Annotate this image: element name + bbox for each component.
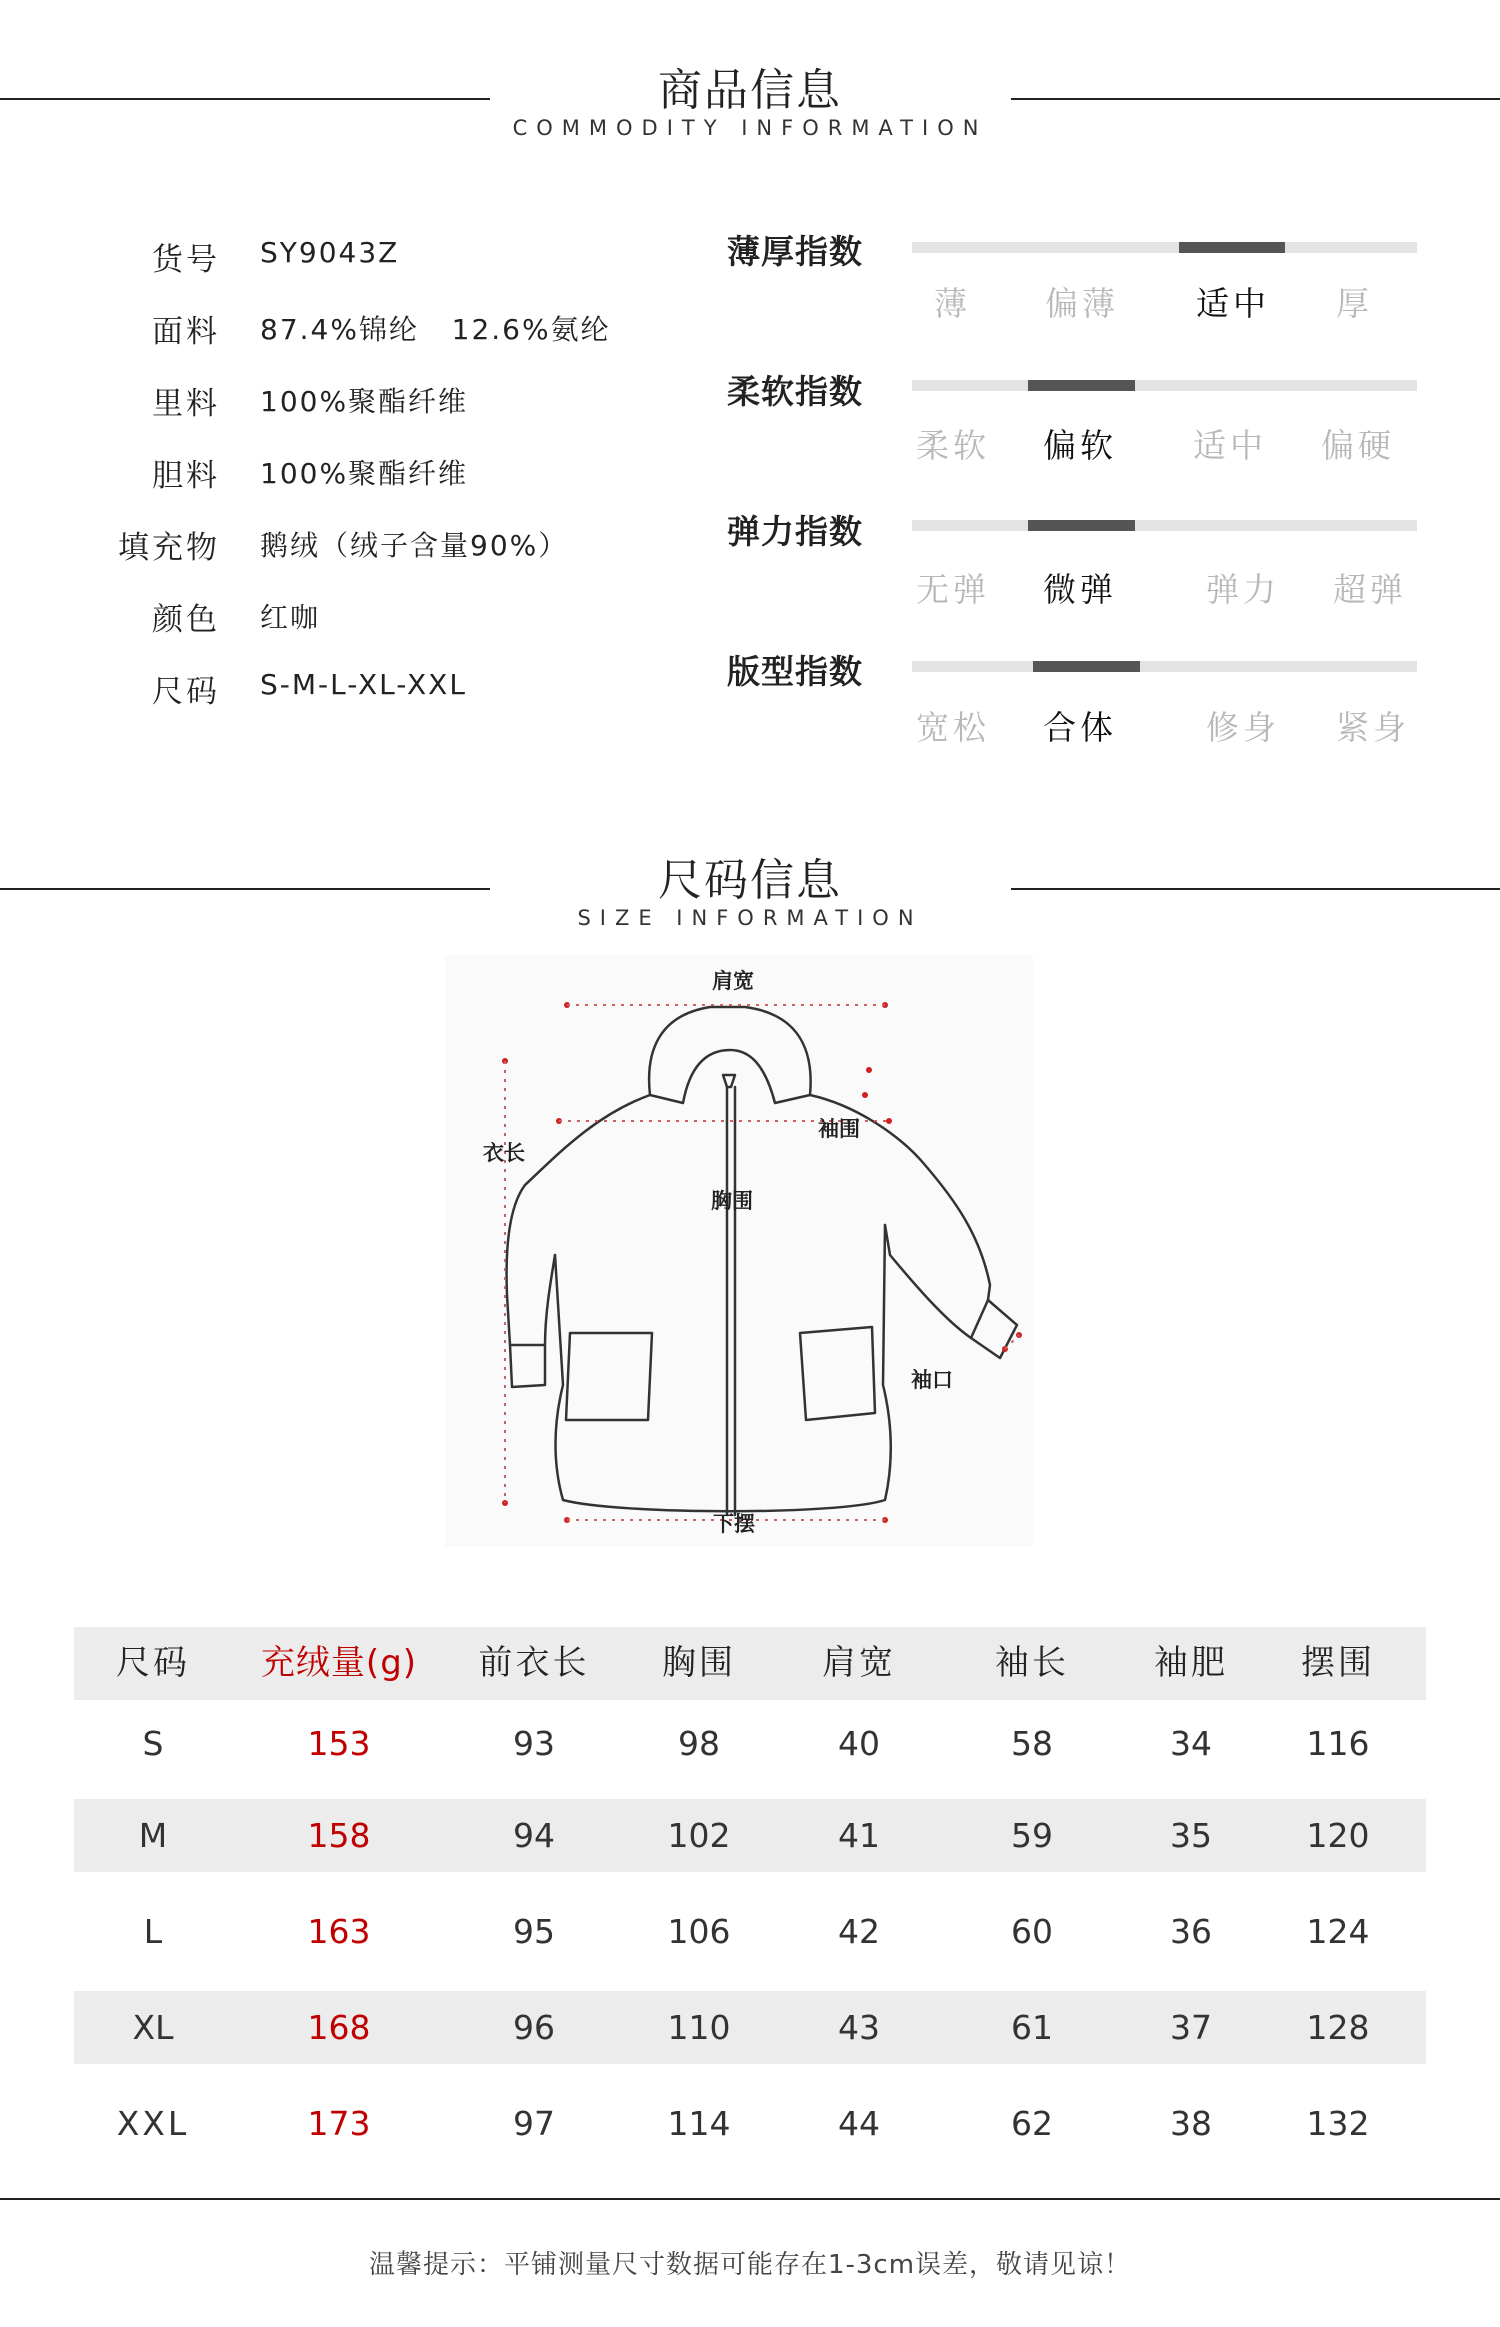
table-cell: 114 — [667, 2104, 731, 2143]
table-cell: 95 — [513, 1912, 555, 1951]
table-cell: 102 — [667, 1816, 731, 1855]
footer-divider — [0, 2198, 1500, 2200]
table-cell: 120 — [1306, 1816, 1370, 1855]
info-value-fabric: 87.4%锦纶 12.6%氨纶 — [260, 313, 611, 346]
table-cell: 61 — [1011, 2008, 1053, 2047]
table-cell: 58 — [1011, 1724, 1053, 1763]
table-cell: 41 — [838, 1816, 880, 1855]
info-label-fabric: 面料 — [152, 314, 220, 350]
info-label-filling: 填充物 — [118, 530, 220, 566]
index-option: 无弹 — [916, 570, 990, 609]
index-track-softness — [912, 380, 1417, 391]
index-mark-softness — [1028, 380, 1135, 391]
size-title: 尺码信息 — [658, 855, 842, 906]
index-mark-thickness — [1179, 242, 1285, 253]
table-row — [74, 2087, 1426, 2160]
table-cell: 35 — [1170, 1816, 1212, 1855]
index-option-selected: 合体 — [1043, 708, 1117, 747]
garment-diagram — [445, 955, 1033, 1547]
index-title-fit: 版型指数 — [727, 652, 863, 691]
table-cell: 36 — [1170, 1912, 1212, 1951]
index-option-selected: 微弹 — [1043, 570, 1117, 609]
table-cell-fill: 163 — [307, 1912, 371, 1951]
table-cell: 38 — [1170, 2104, 1212, 2143]
diagram-label-sleeve-circ: 袖围 — [818, 1117, 860, 1141]
info-label-size: 尺码 — [152, 674, 220, 710]
index-mark-fit — [1033, 661, 1140, 672]
table-cell: 37 — [1170, 2008, 1212, 2047]
info-label-color: 颜色 — [152, 602, 220, 638]
index-option: 弹力 — [1206, 570, 1280, 609]
info-value-inner: 100%聚酯纤维 — [260, 457, 469, 490]
table-header-fill: 充绒量(g) — [260, 1643, 418, 1683]
index-option: 柔软 — [916, 426, 990, 465]
index-title-thickness: 薄厚指数 — [727, 232, 863, 271]
table-row — [74, 1895, 1426, 1968]
table-cell-size: XL — [132, 2008, 174, 2047]
info-value-color: 红咖 — [260, 601, 321, 634]
index-option: 薄 — [934, 284, 971, 323]
table-cell: 62 — [1011, 2104, 1053, 2143]
table-header: 摆围 — [1301, 1643, 1375, 1683]
diagram-label-chest: 胸围 — [711, 1189, 753, 1213]
table-cell: 43 — [838, 2008, 880, 2047]
info-label-lining: 里料 — [152, 386, 220, 422]
diagram-label-hem: 下摆 — [713, 1512, 755, 1536]
index-option-selected: 适中 — [1196, 284, 1270, 323]
table-cell: 40 — [838, 1724, 880, 1763]
table-cell: 93 — [513, 1724, 555, 1763]
table-cell: 106 — [667, 1912, 731, 1951]
table-cell: 116 — [1306, 1724, 1370, 1763]
size-subtitle: SIZE INFORMATION — [577, 906, 923, 930]
table-cell: 124 — [1306, 1912, 1370, 1951]
index-option: 偏薄 — [1045, 284, 1119, 323]
index-option: 适中 — [1193, 426, 1267, 465]
index-track-elasticity — [912, 520, 1417, 531]
index-option: 修身 — [1206, 708, 1280, 747]
index-option-selected: 偏软 — [1043, 426, 1117, 465]
info-value-filling: 鹅绒（绒子含量90%） — [260, 529, 569, 562]
index-option: 偏硬 — [1321, 426, 1395, 465]
down-jacket-drawing — [445, 955, 1033, 1547]
table-header: 袖肥 — [1154, 1643, 1228, 1683]
table-cell-fill: 168 — [307, 2008, 371, 2047]
table-cell-size: M — [138, 1816, 168, 1855]
index-option: 宽松 — [916, 708, 990, 747]
diagram-label-shoulder: 肩宽 — [712, 969, 754, 993]
index-track-fit — [912, 661, 1417, 672]
table-row — [74, 1799, 1426, 1872]
table-header: 胸围 — [662, 1643, 736, 1683]
table-cell: 60 — [1011, 1912, 1053, 1951]
commodity-title: 商品信息 — [658, 65, 842, 116]
info-value-size: S-M-L-XL-XXL — [260, 668, 467, 701]
table-cell-size: L — [143, 1912, 163, 1951]
index-track-thickness — [912, 242, 1417, 253]
measurement-tip: 温馨提示：平铺测量尺寸数据可能存在1-3cm误差，敬请见谅！ — [368, 2250, 1132, 2280]
table-cell-fill: 158 — [307, 1816, 371, 1855]
table-cell: 94 — [513, 1816, 555, 1855]
table-cell-size: S — [142, 1724, 164, 1763]
table-cell: 59 — [1011, 1816, 1053, 1855]
info-value-item-no: SY9043Z — [260, 236, 400, 269]
info-label-item-no: 货号 — [152, 242, 220, 278]
table-row — [74, 1991, 1426, 2064]
table-cell: 110 — [667, 2008, 731, 2047]
index-title-softness: 柔软指数 — [727, 372, 863, 411]
index-option: 紧身 — [1336, 708, 1410, 747]
table-cell: 34 — [1170, 1724, 1212, 1763]
table-cell-fill: 153 — [307, 1724, 371, 1763]
table-header: 前衣长 — [478, 1643, 590, 1683]
index-option: 厚 — [1336, 284, 1373, 323]
info-label-inner: 胆料 — [152, 458, 220, 494]
diagram-label-length: 衣长 — [483, 1141, 525, 1165]
table-cell: 96 — [513, 2008, 555, 2047]
table-header: 袖长 — [995, 1643, 1069, 1683]
table-cell: 132 — [1306, 2104, 1370, 2143]
table-cell-fill: 173 — [307, 2104, 371, 2143]
table-cell-size: XXL — [116, 2104, 190, 2143]
table-header: 肩宽 — [822, 1643, 896, 1683]
table-cell: 42 — [838, 1912, 880, 1951]
table-cell: 44 — [838, 2104, 880, 2143]
table-cell: 98 — [678, 1724, 720, 1763]
table-cell: 97 — [513, 2104, 555, 2143]
commodity-subtitle: COMMODITY INFORMATION — [512, 116, 988, 140]
table-row — [74, 1707, 1426, 1780]
index-mark-elasticity — [1028, 520, 1135, 531]
table-header-row — [74, 1627, 1426, 1700]
index-option: 超弹 — [1333, 570, 1407, 609]
info-value-lining: 100%聚酯纤维 — [260, 385, 469, 418]
index-title-elasticity: 弹力指数 — [727, 512, 863, 551]
diagram-label-cuff: 袖口 — [911, 1368, 953, 1392]
table-cell: 128 — [1306, 2008, 1370, 2047]
table-header: 尺码 — [116, 1643, 190, 1683]
